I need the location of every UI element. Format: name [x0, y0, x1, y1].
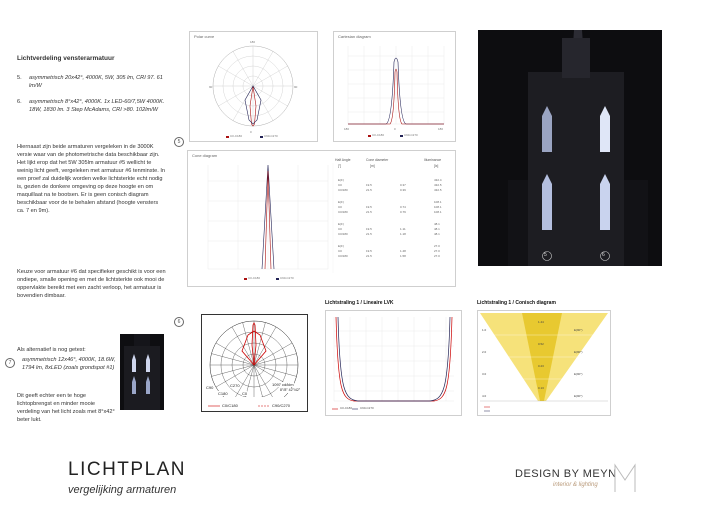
cone-unit-illuminance: [lx]: [434, 164, 439, 168]
svg-text:19.5: 19.5: [366, 205, 372, 209]
svg-text:48.1: 48.1: [434, 227, 440, 231]
company-name: DESIGN BY MEYN: [515, 468, 617, 480]
svg-text:27.0: 27.0: [434, 254, 440, 258]
comparison-paragraph: Hiernaast zijn beide armaturen vergeleken in de 3000K versie waar van de photometrische data beschikbaar zijn. Het lijkt erop dat het 5W 305lm armatuur #5 wellicht te weinig licht geeft, vergeleken met armatuur #6 tenminste. In een proef zal duidelijk worden welke lichtsterkte echt nodig is, gezien de donkere omgeving op deze hoogte en om maquillaat na te bootsen. Er is geen conisch diagram beschikbaar voor de te behalen afstand (hoogte vensters ca. 7 en 9m).: [17, 144, 165, 214]
alternative-title: Als alternatief is nog getest:: [17, 347, 86, 353]
section-title: Lichtverdeling vensterarmatuur: [17, 55, 115, 62]
lvk-c180: C180: [218, 391, 228, 396]
photo-facade: [478, 30, 662, 266]
svg-text:21.5: 21.5: [366, 210, 372, 214]
svg-text:19.5: 19.5: [366, 183, 372, 187]
svg-text:C0: C0: [338, 205, 342, 209]
legend-c0: C0-C180: [372, 133, 385, 137]
svg-text:108.1: 108.1: [434, 205, 442, 209]
legend-c90: C90-C270: [264, 134, 278, 138]
polar-lvk-panel: [201, 314, 308, 412]
svg-text:1.11: 1.11: [400, 227, 406, 231]
linear-title: Lichtstraling 1 / Lineaire LVK: [325, 300, 394, 306]
svg-text:E(F): E(F): [338, 244, 344, 248]
company-tagline: interior & lighting: [553, 482, 598, 488]
cone-header-illuminance: Illuminance: [424, 158, 442, 162]
svg-text:E(90°): E(90°): [574, 394, 583, 398]
svg-text:C0: C0: [338, 227, 342, 231]
svg-text:27.0: 27.0: [434, 249, 440, 253]
cone-header-angle: Half Angle: [335, 158, 351, 162]
spec-number: 5.: [17, 75, 22, 81]
svg-text:0.79: 0.79: [400, 210, 406, 214]
svg-text:C0/180: C0/180: [338, 210, 348, 214]
alternative-note: Dit geeft echter een te hoge lichtopbrengst en minder mooie verdeling van het licht zoals met 8°x42° beter lukt.: [17, 393, 115, 423]
cone-unit-angle: [°]: [338, 164, 342, 168]
svg-text:27.0: 27.0: [434, 244, 440, 248]
svg-text:3.0: 3.0: [482, 372, 487, 376]
legend-c90: C90-C270: [280, 276, 294, 280]
spec-item-6: [17, 98, 167, 114]
lvk-legend-c0: C0/C180: [222, 403, 238, 408]
lvk-value: 1097 cd/klm: [272, 382, 294, 387]
lvk-c90: C90: [206, 385, 214, 390]
svg-text:E(F): E(F): [338, 222, 344, 226]
svg-text:0: 0: [250, 130, 252, 134]
svg-text:0.37: 0.37: [400, 183, 406, 187]
svg-text:21.5: 21.5: [366, 188, 372, 192]
svg-text:1.48: 1.48: [400, 249, 406, 253]
polar-title: Polar curve: [194, 34, 215, 39]
svg-text:2.0: 2.0: [482, 350, 487, 354]
polar-curve-panel: [189, 31, 318, 142]
svg-text:1.58: 1.58: [400, 254, 406, 258]
choice-paragraph: Keuze voor armatuur #6 dat specifieker geschikt is voor een ondiepe, smalle opening en met de lichtsterkte ook mooi de oppervlakte bereikt met een zacht verloop, het armatuur is bovendien dimbaar.: [17, 269, 166, 299]
svg-text:180: 180: [438, 127, 444, 131]
svg-text:E(F): E(F): [338, 200, 344, 204]
conic-title: Lichtstraling 1 / Conisch diagram: [477, 300, 556, 306]
svg-text:432.5: 432.5: [434, 183, 442, 187]
linear-lvk-panel: [325, 310, 462, 416]
svg-text:0.23: 0.23: [538, 364, 544, 368]
svg-text:90: 90: [209, 85, 213, 89]
page-title: LICHTPLAN: [68, 459, 187, 480]
legend-c0: C0-C180: [230, 134, 243, 138]
page-subtitle: vergelijking armaturen: [68, 484, 177, 496]
cartesian-title: Cartesian diagram: [338, 34, 371, 39]
svg-text:1.18: 1.18: [400, 232, 406, 236]
svg-text:180: 180: [250, 40, 256, 44]
photo-label-5: 5: [544, 252, 547, 258]
svg-text:48.1: 48.1: [434, 232, 440, 236]
svg-text:E(90°): E(90°): [574, 328, 583, 332]
spec-text: asymmetrisch 20x42°, 4000K, 5W, 305 lm, CRI 97. 61 lm/W: [29, 75, 163, 89]
marker-7: 7: [5, 358, 15, 368]
legend-c90: C90-C270: [404, 133, 418, 137]
svg-text:C0: C0: [338, 183, 342, 187]
marker-5: 5: [174, 137, 184, 147]
svg-text:48.1: 48.1: [434, 222, 440, 226]
linear-legend-c90: C90-C270: [360, 406, 374, 410]
svg-text:21.5: 21.5: [366, 232, 372, 236]
svg-text:19.5: 19.5: [366, 227, 372, 231]
svg-text:E(90°): E(90°): [574, 350, 583, 354]
svg-text:0.13: 0.13: [538, 386, 544, 390]
lvk-angles: 8°/8° 42°/42°: [280, 388, 301, 392]
lvk-c270: C270: [230, 383, 240, 388]
spec-text: asymmetrisch 8°x42°, 4000K. 1x LED-60/7,5W 4000K. 18W, 1830 lm. 3 Step McAdams, CRI >80. 102lm/W: [29, 99, 165, 113]
svg-text:C0: C0: [338, 249, 342, 253]
cone-diagram-panel: [187, 150, 456, 287]
svg-text:E(F): E(F): [338, 178, 344, 182]
linear-legend-c0: C0-C180: [340, 406, 353, 410]
svg-text:432.5: 432.5: [434, 188, 442, 192]
svg-text:0.39: 0.39: [400, 188, 406, 192]
lvk-c0: C0: [242, 391, 248, 396]
conic-diagram-panel: [477, 310, 611, 416]
spec-item-5: [17, 74, 167, 90]
photo-armature-7: [120, 334, 164, 410]
svg-text:108.1: 108.1: [434, 210, 442, 214]
svg-text:0.52: 0.52: [538, 342, 544, 346]
svg-text:C0/180: C0/180: [338, 254, 348, 258]
lvk-legend-c90: C90/C270: [272, 403, 291, 408]
svg-text:C0/180: C0/180: [338, 188, 348, 192]
svg-text:90: 90: [294, 85, 298, 89]
svg-text:180: 180: [344, 127, 350, 131]
photo-label-6: 6: [602, 252, 605, 258]
spec-number: 6.: [17, 99, 22, 105]
svg-text:0: 0: [394, 127, 396, 131]
cone-unit-diameter: [m]: [370, 164, 375, 168]
legend-c0: C0-C180: [248, 276, 261, 280]
company-logo-icon: [612, 462, 638, 496]
svg-text:19.5: 19.5: [366, 249, 372, 253]
cone-header-diameter: Cone diameter: [366, 158, 389, 162]
svg-text:4.0: 4.0: [482, 394, 487, 398]
svg-text:E(90°): E(90°): [574, 372, 583, 376]
spec-list: [17, 74, 167, 122]
cone-title: Cone diagram: [192, 153, 218, 158]
svg-text:1.0: 1.0: [482, 328, 487, 332]
svg-text:0.74: 0.74: [400, 205, 406, 209]
svg-text:108.1: 108.1: [434, 200, 442, 204]
svg-text:C0/180: C0/180: [338, 232, 348, 236]
svg-text:21.5: 21.5: [366, 254, 372, 258]
alternative-spec: asymmetrisch 12x46°, 4000K, 18.6W, 1794 lm, 8xLED (zoals grondspot #1): [22, 357, 116, 371]
svg-text:1.44: 1.44: [538, 320, 544, 324]
cartesian-panel: [333, 31, 456, 142]
marker-6: 6: [174, 317, 184, 327]
svg-text:432.4: 432.4: [434, 178, 442, 182]
